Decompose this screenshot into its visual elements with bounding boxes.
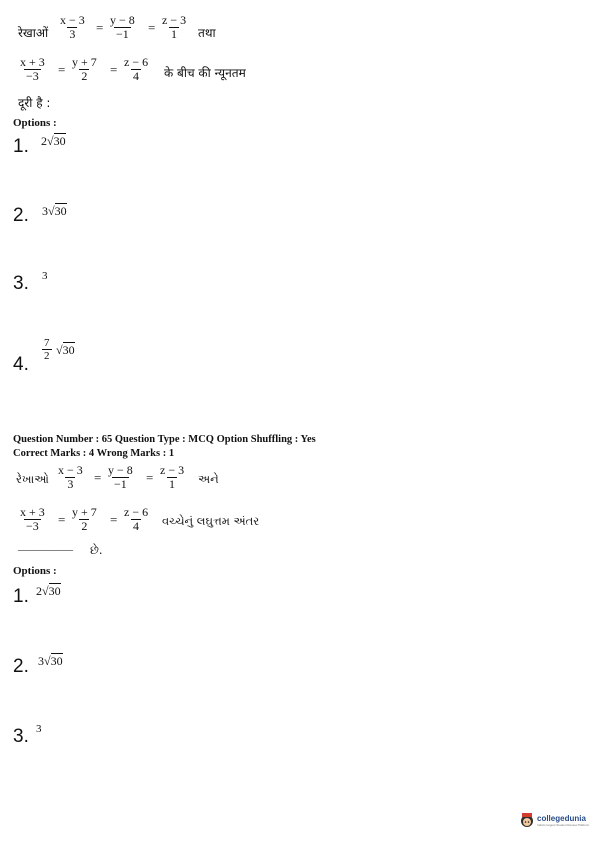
option-2-value — [42, 204, 67, 219]
option-number: 4. — [13, 354, 29, 375]
option-1-value — [41, 134, 66, 149]
q1-frac4-num: x + 3 — [20, 55, 45, 69]
q2-tail-text: વચ્ચેનું લઘુત્તમ અંતર — [162, 514, 260, 528]
q2-frac3-den: 1 — [169, 477, 176, 491]
option-4-frac-den: 2 — [44, 350, 50, 362]
radicand: 30 — [48, 584, 61, 598]
option-3-value: 3 — [42, 270, 48, 282]
option-3-value: 3 — [36, 723, 42, 735]
q2-fraction-6 — [122, 506, 150, 533]
q1-frac6-num: z − 6 — [124, 55, 149, 69]
q2-frac6-den: 4 — [133, 519, 140, 533]
options-label: Options : — [13, 565, 57, 577]
equals-sign: = — [58, 62, 66, 77]
sqrt-symbol: √ — [44, 654, 51, 668]
q2-fraction-5 — [70, 506, 99, 533]
q1-frac2-num: y − 8 — [110, 13, 135, 27]
option-number: 2. — [13, 205, 29, 226]
sqrt-symbol: √ — [47, 134, 54, 148]
q1-fraction-4 — [18, 56, 47, 83]
option-4-root — [56, 343, 75, 358]
q1-frac5-den: 2 — [81, 69, 88, 83]
option-number: 1. — [13, 136, 29, 157]
q2-frac2-den: −1 — [114, 477, 127, 491]
q2-frac1-num: x − 3 — [58, 463, 83, 477]
q2-frac3-num: z − 3 — [160, 463, 185, 477]
q2-fraction-2 — [106, 464, 135, 491]
option-1-value — [36, 584, 61, 599]
option-number: 3. — [13, 726, 29, 747]
logo-subtitle: India's largest Student Review Platform — [537, 822, 590, 827]
q1-frac1-num: x − 3 — [60, 13, 85, 27]
option-number: 1. — [13, 586, 29, 607]
q1-joiner: तथा — [198, 26, 216, 40]
option-2-value — [38, 654, 63, 669]
q2-lead-text: રેખાઓ — [16, 472, 49, 486]
option-coef: 2 — [36, 584, 42, 598]
option-4-fraction — [42, 337, 52, 362]
q1-frac1-den: 3 — [69, 27, 76, 41]
option-coef: 3 — [42, 204, 48, 218]
sqrt-symbol: √ — [56, 343, 63, 357]
equals-sign: = — [110, 512, 118, 527]
q2-frac5-den: 2 — [81, 519, 88, 533]
option-coef: 2 — [41, 134, 47, 148]
option-number: 2. — [13, 656, 29, 677]
q1-frac6-den: 4 — [133, 69, 140, 83]
q1-fraction-3 — [160, 14, 188, 41]
q2-frac6-num: z − 6 — [124, 505, 149, 519]
mascot-icon — [519, 811, 535, 829]
q2-tail-text-2: છે. — [90, 543, 103, 557]
q1-fraction-1 — [58, 14, 87, 41]
q2-frac2-num: y − 8 — [108, 463, 133, 477]
equals-sign: = — [110, 62, 118, 77]
radicand: 30 — [54, 204, 67, 218]
radicand: 30 — [53, 134, 66, 148]
q2-frac4-den: −3 — [26, 519, 39, 533]
q1-fraction-2 — [108, 14, 137, 41]
q1-fraction-6 — [122, 56, 150, 83]
q2-joiner: અને — [198, 472, 219, 486]
option-number: 3. — [13, 273, 29, 294]
answer-blank: __________ — [18, 540, 73, 552]
equals-sign: = — [148, 20, 156, 35]
equals-sign: = — [146, 470, 154, 485]
q2-frac4-num: x + 3 — [20, 505, 45, 519]
q2-fraction-3 — [158, 464, 186, 491]
logo-text: collegedunia — [537, 813, 586, 823]
q2-frac1-den: 3 — [67, 477, 74, 491]
q2-fraction-4 — [18, 506, 47, 533]
question-meta-line-1: Question Number : 65 Question Type : MCQ Option Shuffling : Yes — [13, 434, 316, 445]
radicand: 30 — [50, 654, 63, 668]
sqrt-symbol: √ — [42, 584, 49, 598]
q1-frac3-den: 1 — [171, 27, 178, 41]
q1-frac4-den: −3 — [26, 69, 39, 83]
q1-tail-text: के बीच की न्यूनतम — [164, 66, 246, 80]
q1-lead-text: रेखाओं — [18, 26, 49, 40]
equals-sign: = — [58, 512, 66, 527]
q2-fraction-1 — [56, 464, 85, 491]
option-coef: 3 — [38, 654, 44, 668]
q1-fraction-5 — [70, 56, 99, 83]
q2-frac5-num: y + 7 — [72, 505, 97, 519]
equals-sign: = — [96, 20, 104, 35]
q1-frac5-num: y + 7 — [72, 55, 97, 69]
collegedunia-logo — [519, 811, 589, 829]
radicand: 30 — [62, 343, 75, 357]
question-meta-line-2: Correct Marks : 4 Wrong Marks : 1 — [13, 448, 175, 459]
q1-frac2-den: −1 — [116, 27, 129, 41]
equals-sign: = — [94, 470, 102, 485]
option-4-frac-num: 7 — [44, 337, 50, 349]
q1-frac3-num: z − 3 — [162, 13, 187, 27]
sqrt-symbol: √ — [48, 204, 55, 218]
q1-tail-text-2: दूरी है : — [18, 96, 51, 110]
options-label: Options : — [13, 117, 57, 129]
